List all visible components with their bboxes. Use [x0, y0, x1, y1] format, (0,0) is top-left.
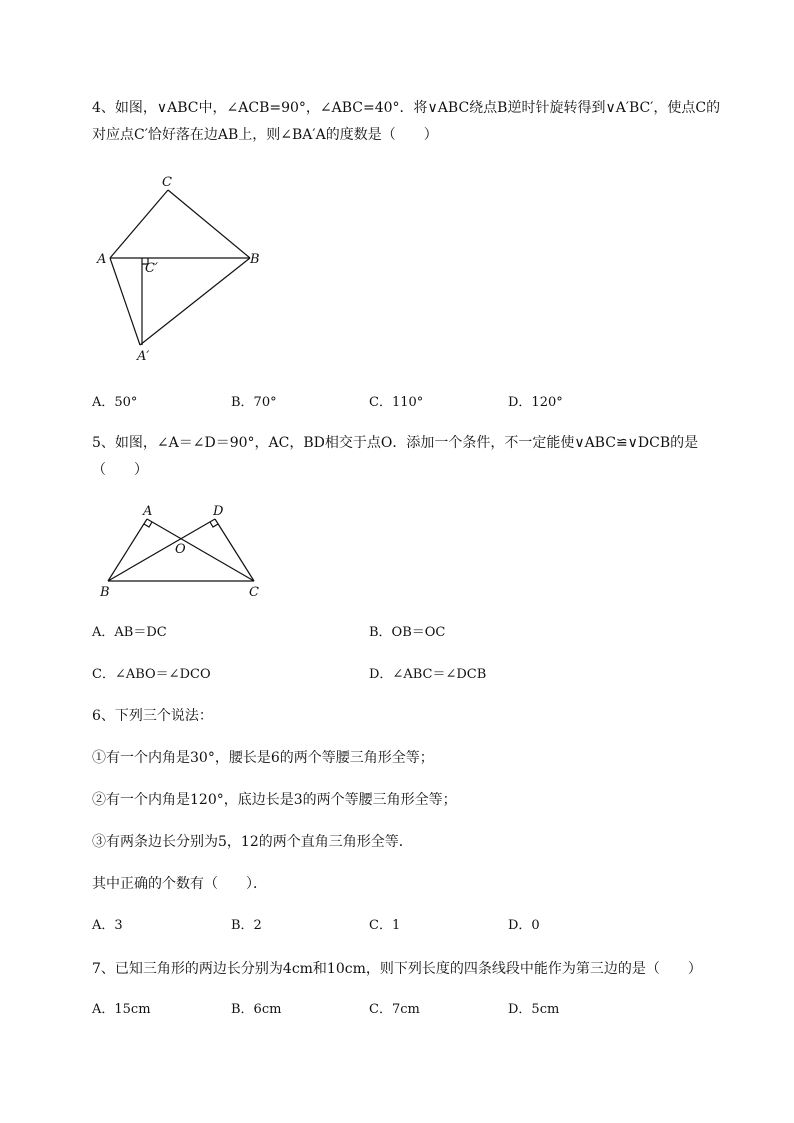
q5-right-angle-mark-A	[144, 522, 152, 527]
q5-label-D: D	[213, 504, 224, 519]
q4-option-a: A．50°	[92, 395, 138, 410]
q4-text-line1: 4、如图，∨ABC中，∠ACB=90°，∠ABC=40°．将∨ABC绕点B逆时针旋转得到∨A′BC′，使点C的	[92, 100, 721, 116]
q5-label-B: B	[100, 585, 110, 600]
q4-option-c: C．110°	[369, 395, 424, 410]
q5-label-A: A	[143, 504, 153, 519]
q4-segment-AAp	[110, 258, 140, 345]
q5-option-c: C．∠ABO＝∠DCO	[92, 667, 211, 682]
q4-option-b: B．70°	[231, 395, 277, 410]
q4-label-Cp: C′	[145, 261, 158, 276]
q4-segment-AC	[110, 190, 168, 258]
q5-label-O: O	[175, 542, 186, 557]
q6-option-c: C．1	[369, 918, 401, 933]
q5-text-line1: 5、如图，∠A＝∠D＝90°，AC，BD相交于点O．添加一个条件，不一定能使∨ABC≌∨DCB的是	[92, 435, 699, 451]
q5-segment-DC	[215, 519, 254, 581]
q7-option-c: C．7cm	[369, 1002, 420, 1017]
q4-segment-ApB	[140, 258, 250, 345]
q4-right-angle-mark	[142, 258, 148, 264]
q6-item-1: ①有一个内角是30°，腰长是6的两个等腰三角形全等；	[92, 750, 434, 766]
q6-text-line1: 6、下列三个说法：	[92, 708, 213, 724]
q5-right-angle-mark-D	[210, 522, 218, 527]
q7-text-line1: 7、已知三角形的两边长分别为4cm和10cm，则下列长度的四条线段中能作为第三边的是（ ）	[92, 961, 702, 977]
q4-label-Ap: A′	[137, 349, 150, 364]
q5-label-C: C	[249, 585, 259, 600]
q6-option-a: A．3	[92, 918, 123, 933]
q4-option-d: D．120°	[508, 395, 563, 410]
q6-option-d: D．0	[508, 918, 540, 933]
q7-option-d: D．5cm	[508, 1002, 560, 1017]
q4-label-C: C	[162, 175, 172, 190]
q5-option-a: A．AB＝DC	[92, 625, 167, 640]
q5-text-line2: （ ）	[92, 462, 148, 478]
q5-option-d: D．∠ABC＝∠DCB	[369, 667, 487, 682]
q4-label-A: A	[97, 252, 107, 267]
q4-text-line2: 对应点C′恰好落在边AB上，则∠BA′A的度数是（ ）	[92, 127, 438, 143]
q6-question: 其中正确的个数有（ ）．	[92, 876, 267, 892]
q4-label-B: B	[250, 252, 260, 267]
q5-segment-AC	[147, 519, 254, 581]
q5-segment-BD	[108, 519, 215, 581]
q6-option-b: B．2	[231, 918, 262, 933]
q6-item-2: ②有一个内角是120°，底边长是3的两个等腰三角形全等；	[92, 792, 457, 808]
q5-segment-BA	[108, 519, 147, 581]
q7-option-a: A．15cm	[92, 1002, 151, 1017]
q5-option-b: B．OB＝OC	[369, 625, 446, 640]
q4-segment-CB	[168, 190, 250, 258]
q7-option-b: B．6cm	[231, 1002, 282, 1017]
q6-item-3: ③有两条边长分别为5，12的两个直角三角形全等．	[92, 834, 413, 850]
